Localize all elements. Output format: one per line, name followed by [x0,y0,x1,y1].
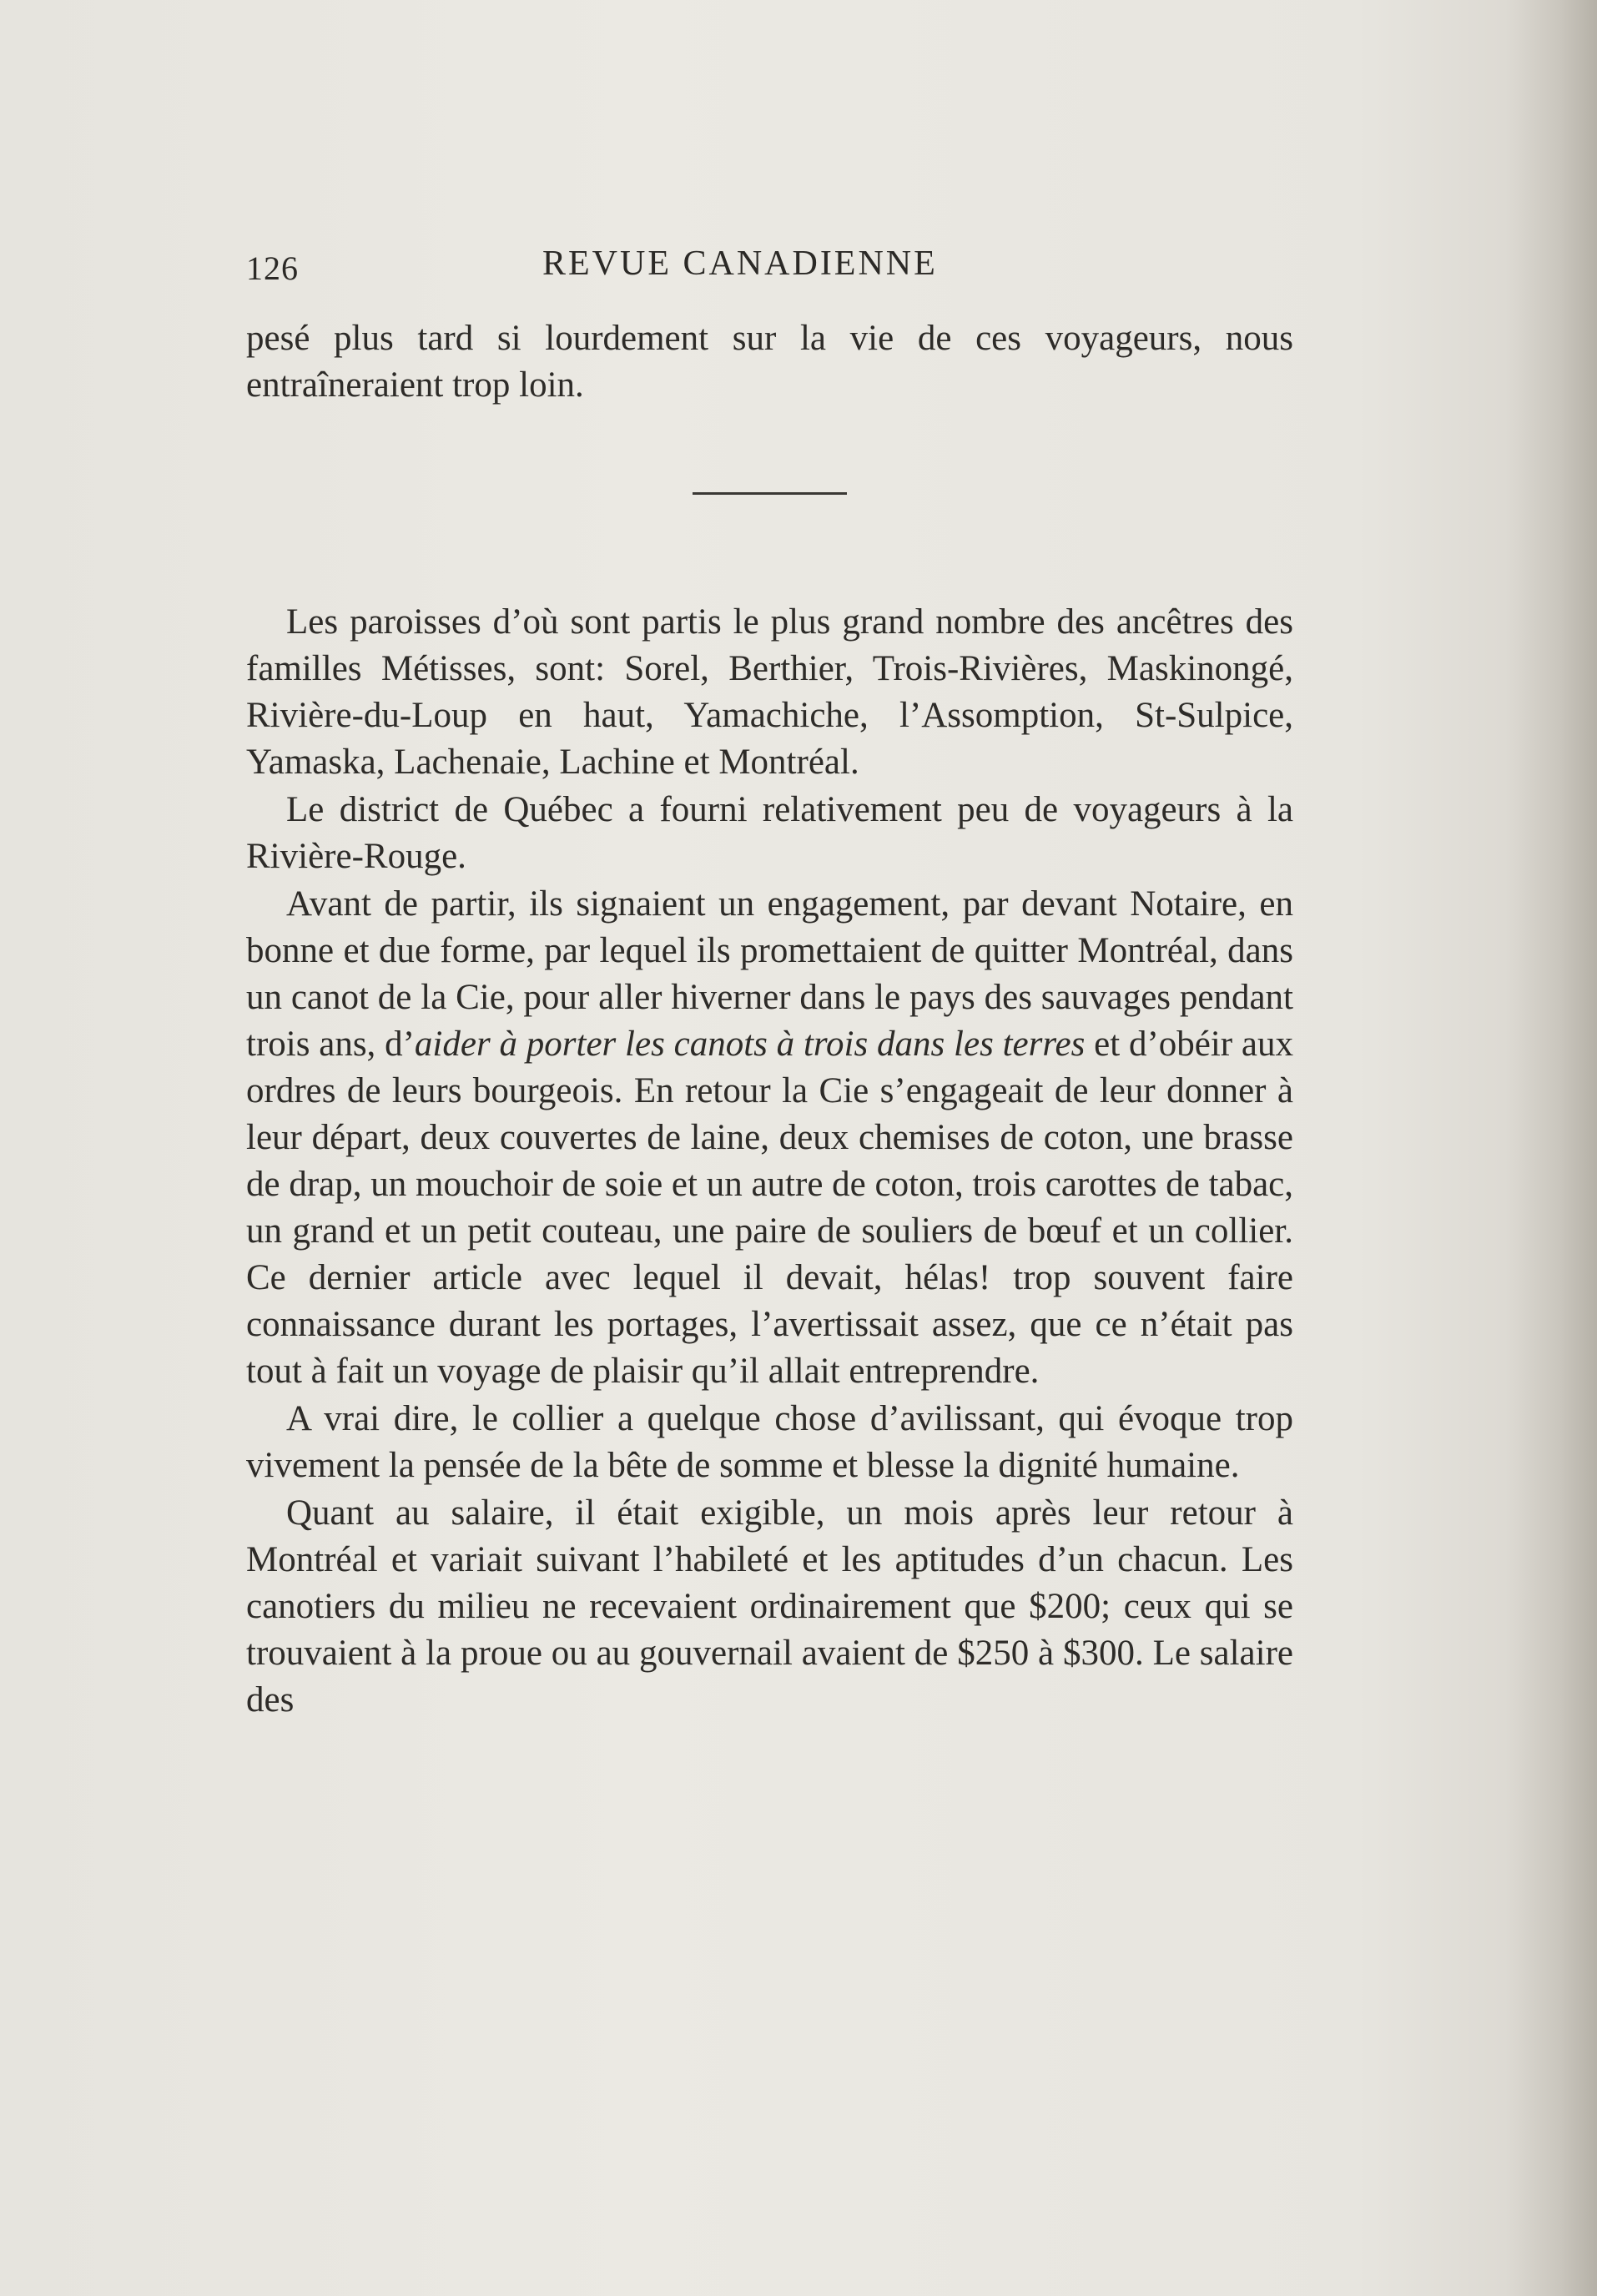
paragraph-quebec-district: Le district de Québec a fourni relativement peu de voyageurs à la Rivière-Rouge. [246,790,1293,876]
running-title: REVUE CANADIENNE [542,244,938,283]
engagement-text-start: Avant de partir, ils signaient un engagement, par devant Notaire, en bonne et due forme, par lequel ils promettaient de quitter Montréal, dans un canot de la Cie, pour aller hiverner dans le pays des sauvages pendant trois ans, d’ [246,884,1293,1064]
main-text [246,599,1293,1725]
paragraph-collar: A vrai dire, le collier a quelque chose d’avilissant, qui évoque trop vivement la pensée de la bête de somme et blesse la dignité humaine. [246,1399,1293,1485]
page-header [246,240,1289,299]
paragraph-engagement [246,881,1293,1395]
paragraph-salary: Quant au salaire, il était exigible, un mois après leur retour à Montréal et variait suivant l’habileté et les aptitudes d’un chacun. Les canotiers du milieu ne recevaient ordinairement que $200; ceux qui se trouvaient à la proue ou au gouvernail avaient de $250 à $300. Le salaire des [246,1493,1293,1719]
lead-paragraph: pesé plus tard si lourdement sur la vie de ces voyageurs, nous entraîneraient trop loin. [246,319,1293,405]
section-divider [693,492,847,495]
engagement-text-end: et d’obéir aux ordres de leurs bourgeois. En retour la Cie s’engageait de leur donner à leur départ, deux couvertes de laine, deux chemises de coton, une brasse de drap, un mouchoir de soie et un autre de coton, trois carottes de tabac, un grand et un petit couteau, une paire de souliers de bœuf et un collier. Ce dernier article avec lequel il devait, hélas! trop souvent faire connaissance durant les portages, l’avertissait assez, que ce n’était pas tout à fait un voyage de plaisir qu’il allait entreprendre. [246,1025,1293,1391]
lead-paragraph-block [246,315,1293,409]
paragraph-parishes: Les paroisses d’où sont partis le plus grand nombre des ancêtres des familles Métisses, sont: Sorel, Berthier, Trois-Rivières, Maskinongé, Rivière-du-Loup en haut, Yamachiche, l’Assomption, St-Sulpice, Yamaska, Lachenaie, Lachine et Montréal. [246,602,1293,782]
engagement-italic-phrase: aider à porter les canots à trois dans les terres [414,1025,1086,1064]
page-number: 126 [246,249,299,287]
page-edge-shadow [1505,0,1597,2296]
